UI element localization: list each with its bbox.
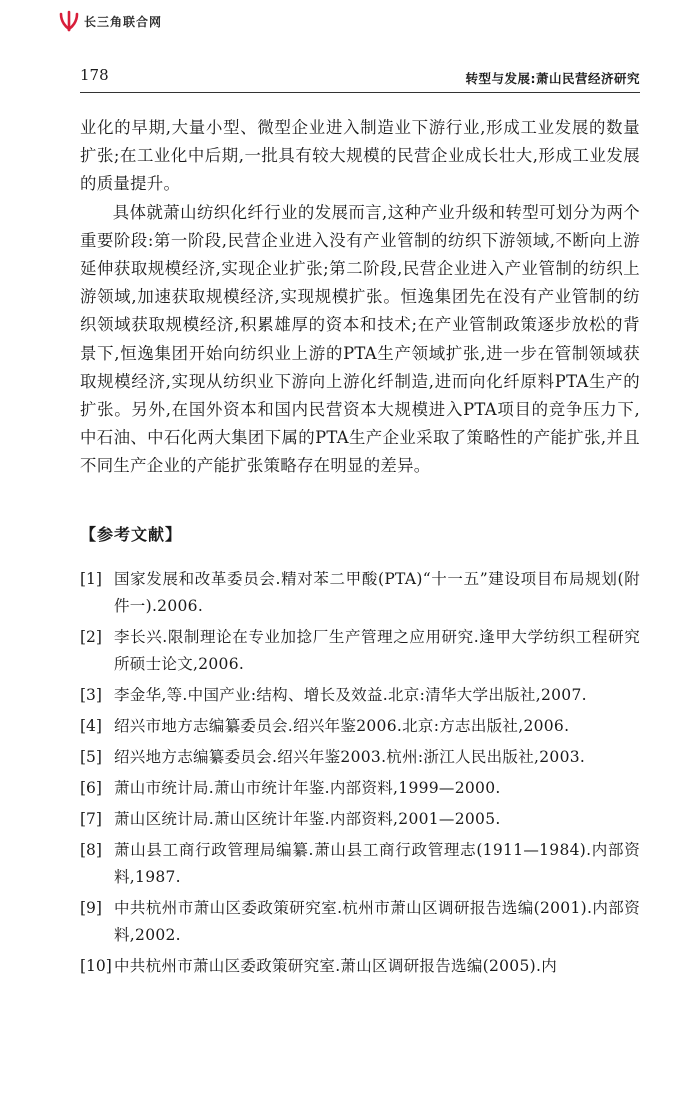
reference-item <box>80 682 640 709</box>
reference-number: [1] <box>80 570 102 588</box>
reference-text: 国家发展和改革委员会.精对苯二甲酸(PTA)“十一五”建设项目布局规划(附件一).2006. <box>114 570 640 615</box>
reference-item <box>80 744 640 771</box>
reference-text: 绍兴市地方志编纂委员会.绍兴年鉴2006.北京:方志出版社,2006. <box>114 717 570 735</box>
reference-text: 李长兴.限制理论在专业加捻厂生产管理之应用研究.逢甲大学纺织工程研究所硕士论文,2006. <box>114 628 640 673</box>
reference-text: 萧山县工商行政管理局编纂.萧山县工商行政管理志(1911—1984).内部资料,1987. <box>114 841 640 886</box>
logo-icon <box>58 10 80 32</box>
paragraph: 业化的早期,大量小型、微型企业进入制造业下游行业,形成工业发展的数量扩张;在工业化中后期,一批具有较大规模的民营企业成长壮大,形成工业发展的质量提升。 <box>80 118 640 194</box>
reference-item <box>80 953 640 980</box>
page-header <box>80 66 640 88</box>
reference-item <box>80 566 640 620</box>
references-heading: 【参考文献】 <box>80 525 183 544</box>
reference-number: [6] <box>80 779 102 797</box>
reference-number: [7] <box>80 810 102 828</box>
reference-item <box>80 713 640 740</box>
reference-item <box>80 895 640 949</box>
reference-text: 中共杭州市萧山区委政策研究室.杭州市萧山区调研报告选编(2001).内部资料,2002. <box>114 899 640 944</box>
logo-text: 长三角联合网 <box>84 14 163 29</box>
running-title: 转型与发展:萧山民营经济研究 <box>465 71 640 86</box>
paragraph: 具体就萧山纺织化纤行业的发展而言,这种产业升级和转型可划分为两个重要阶段:第一阶段,民营企业进入没有产业管制的纺织下游领域,不断向上游延伸获取规模经济,实现企业扩张;第二阶段,民营企业进入产业管制的纺织上游领域,加速获取规模经济,实现规模扩张。恒逸集团先在没有产业管制的纺织领域获取规模经济,积累雄厚的资本和技术;在产业管制政策逐步放松的背景下,恒逸集团开始向纺织业上游的PTA生产领域扩张,进一步在管制领域获取规模经济,实现从纺织业下游向上游化纤制造,进而向化纤原料PTA生产的扩张。另外,在国外资本和国内民营资本大规模进入PTA项目的竞争压力下,中石油、中石化两大集团下属的PTA生产企业采取了策略性的产能扩张,并且不同生产企业的产能扩张策略存在明显的差异。 <box>80 202 640 476</box>
reference-text: 中共杭州市萧山区委政策研究室.萧山区调研报告选编(2005).内 <box>114 957 557 975</box>
reference-item <box>80 837 640 891</box>
reference-item <box>80 624 640 678</box>
reference-number: [9] <box>80 899 102 917</box>
reference-number: [8] <box>80 841 102 859</box>
reference-number: [4] <box>80 717 102 735</box>
reference-text: 李金华,等.中国产业:结构、增长及效益.北京:清华大学出版社,2007. <box>114 686 587 704</box>
reference-text: 萧山区统计局.萧山区统计年鉴.内部资料,2001—2005. <box>114 810 501 828</box>
site-logo[interactable] <box>58 10 162 32</box>
reference-number: [3] <box>80 686 102 704</box>
references-list <box>80 566 640 984</box>
reference-text: 萧山市统计局.萧山市统计年鉴.内部资料,1999—2000. <box>114 779 501 797</box>
page-number: 178 <box>80 66 109 84</box>
reference-item <box>80 806 640 833</box>
header-rule <box>80 92 640 93</box>
reference-number: [10] <box>80 957 112 975</box>
reference-text: 绍兴地方志编纂委员会.绍兴年鉴2003.杭州:浙江人民出版社,2003. <box>114 748 586 766</box>
reference-item <box>80 775 640 802</box>
reference-number: [2] <box>80 628 102 646</box>
reference-number: [5] <box>80 748 102 766</box>
body-text <box>80 114 640 481</box>
